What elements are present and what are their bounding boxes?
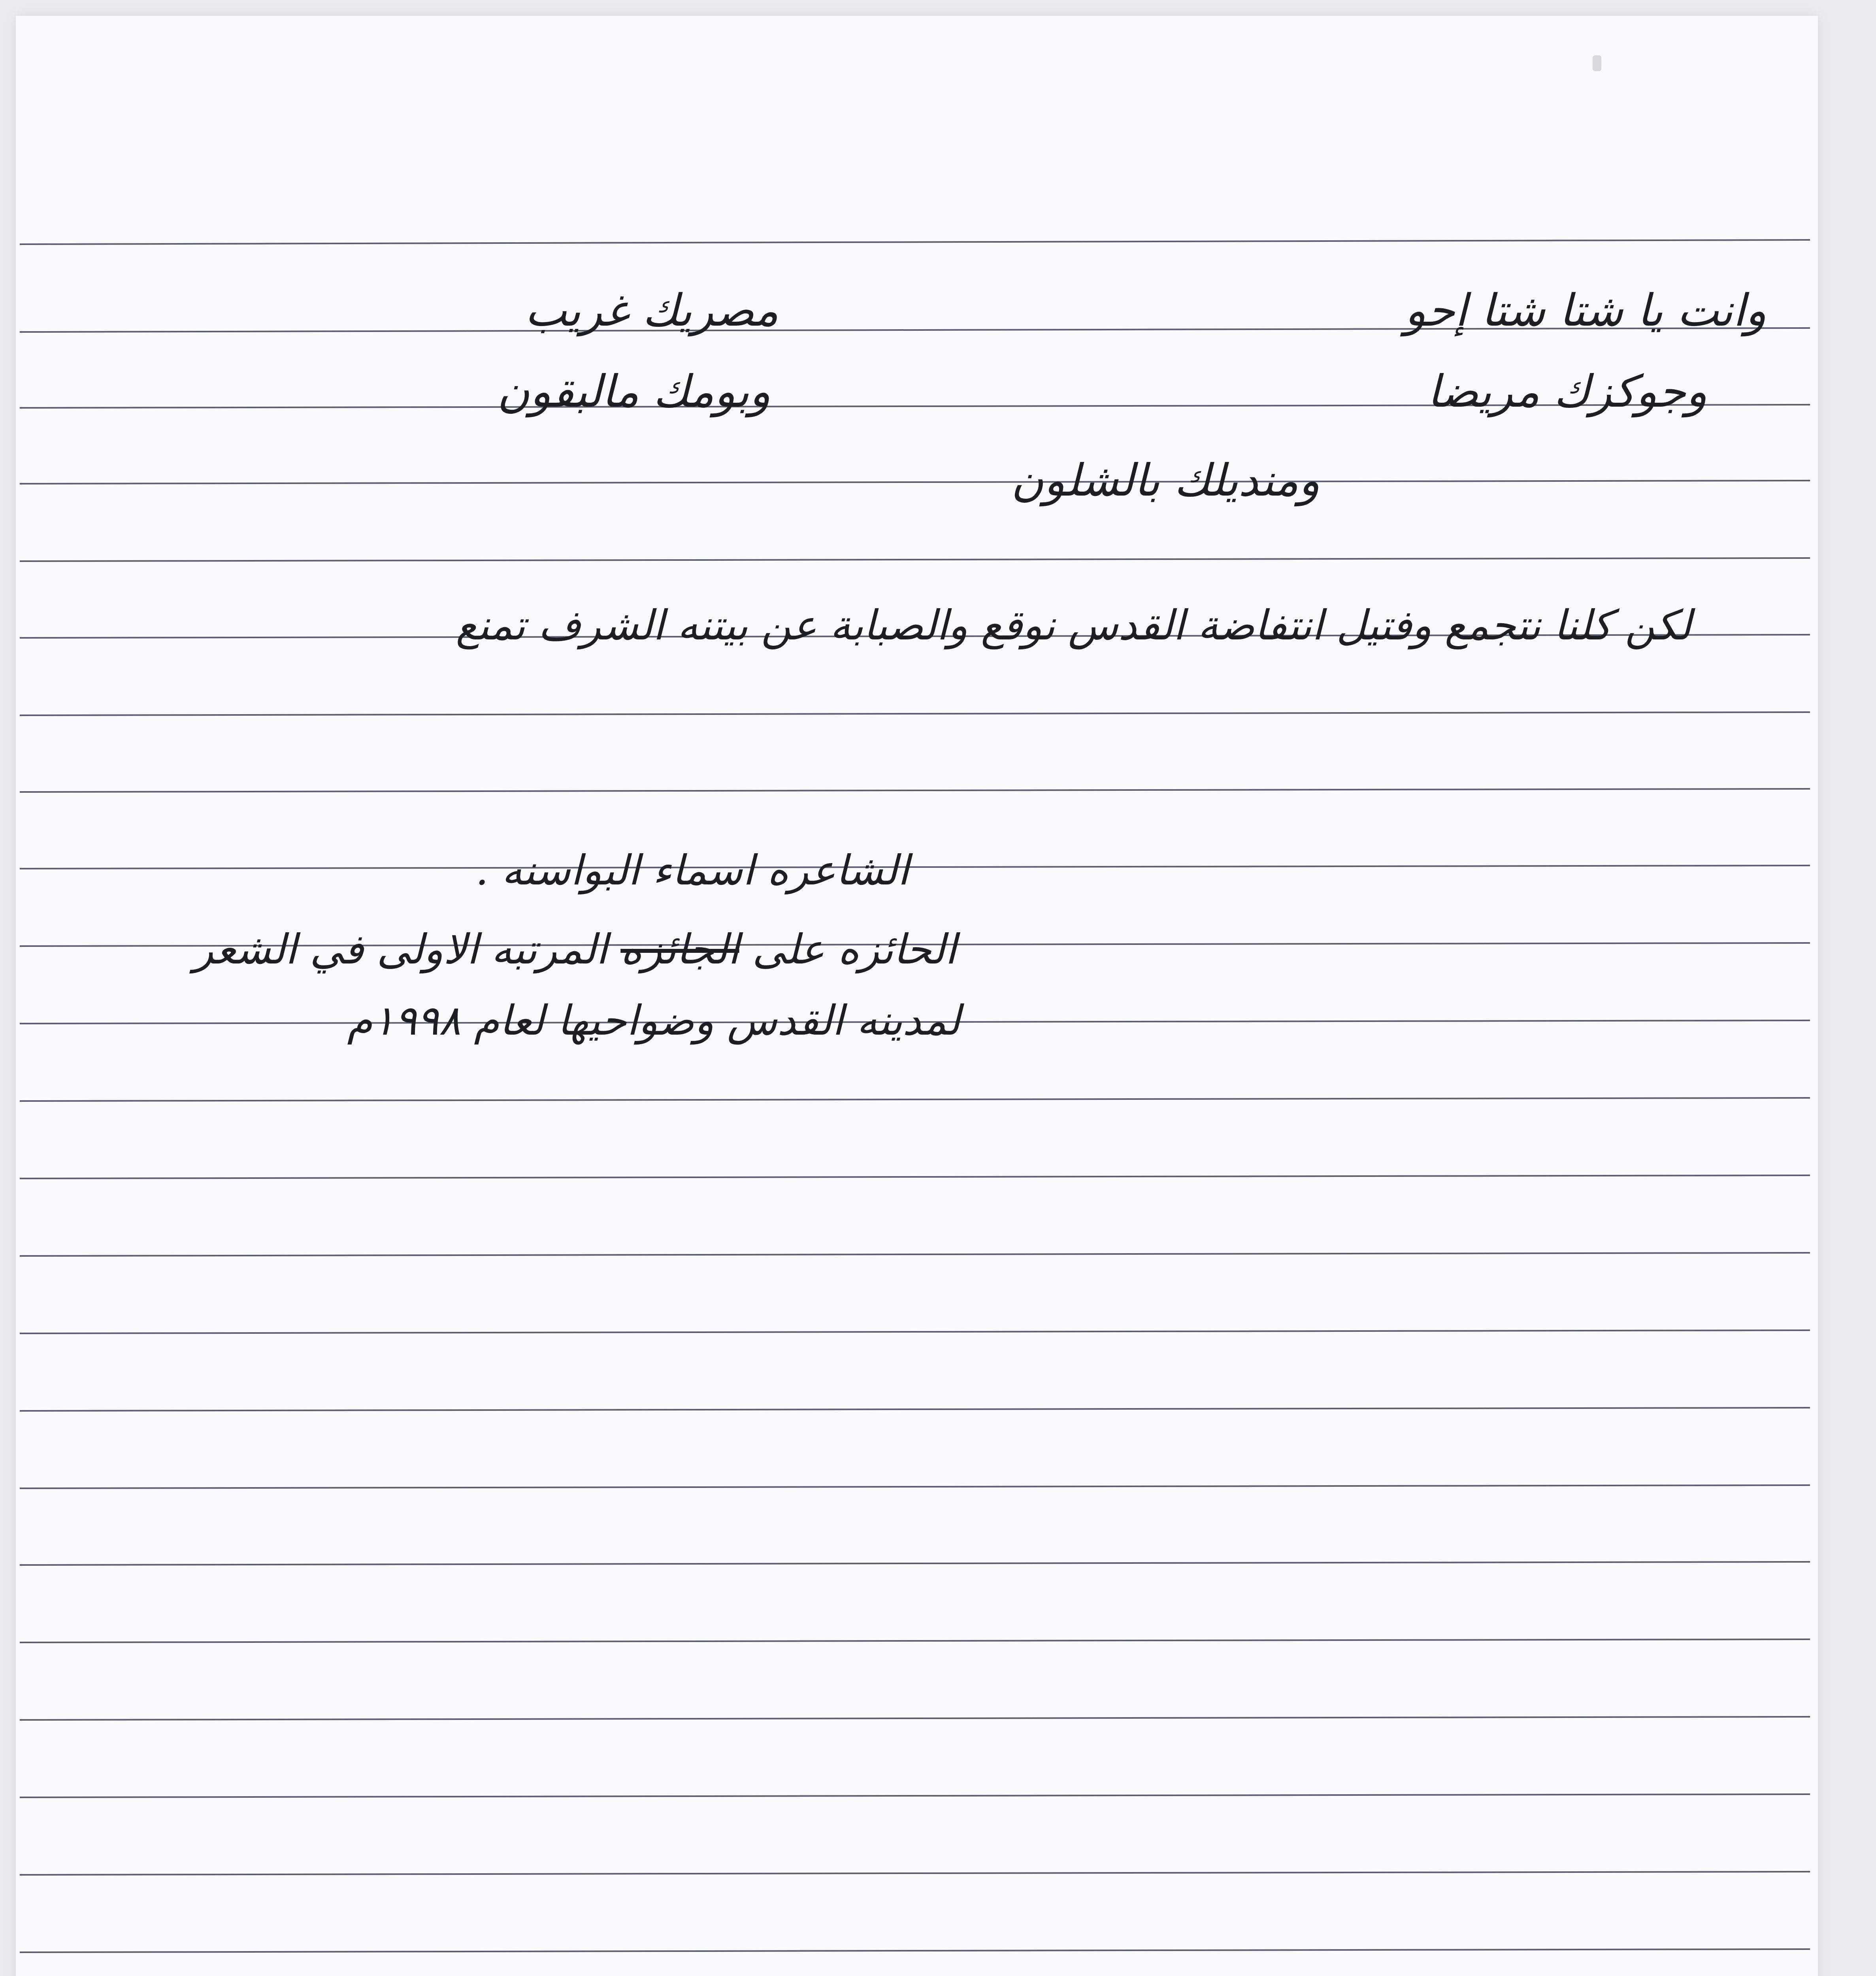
award-prefix: الحائزه على bbox=[752, 925, 956, 973]
poem-line-3: ومنديلك بالشلون bbox=[1011, 455, 1320, 506]
paper-smudge bbox=[1593, 55, 1601, 71]
paper-sheet bbox=[16, 16, 1818, 1976]
poem-line-2-right: وجوكزك مريضا bbox=[1427, 366, 1707, 417]
poem-line-4: لكن كلنا نتجمع وفتيل انتفاضة القدس نوقع والصبابة عن بيتنه الشرف تمنع bbox=[456, 601, 1691, 649]
award-struck-word: الجائزه bbox=[620, 925, 739, 973]
occasion-line: لمدينه القدس وضواحيها لعام ١٩٩٨م bbox=[347, 996, 960, 1045]
poem-line-1-right: وانت يا شتا شتا إحو bbox=[1405, 285, 1767, 336]
poem-line-2-left: وبومك مالبقون bbox=[497, 366, 771, 417]
author-line: الشاعره اسماء البواسنه . bbox=[475, 846, 909, 894]
award-line bbox=[193, 925, 956, 973]
award-suffix: المرتبه الاولى في الشعر bbox=[193, 925, 608, 973]
poem-line-1-left: مصريك غريب bbox=[525, 285, 779, 336]
